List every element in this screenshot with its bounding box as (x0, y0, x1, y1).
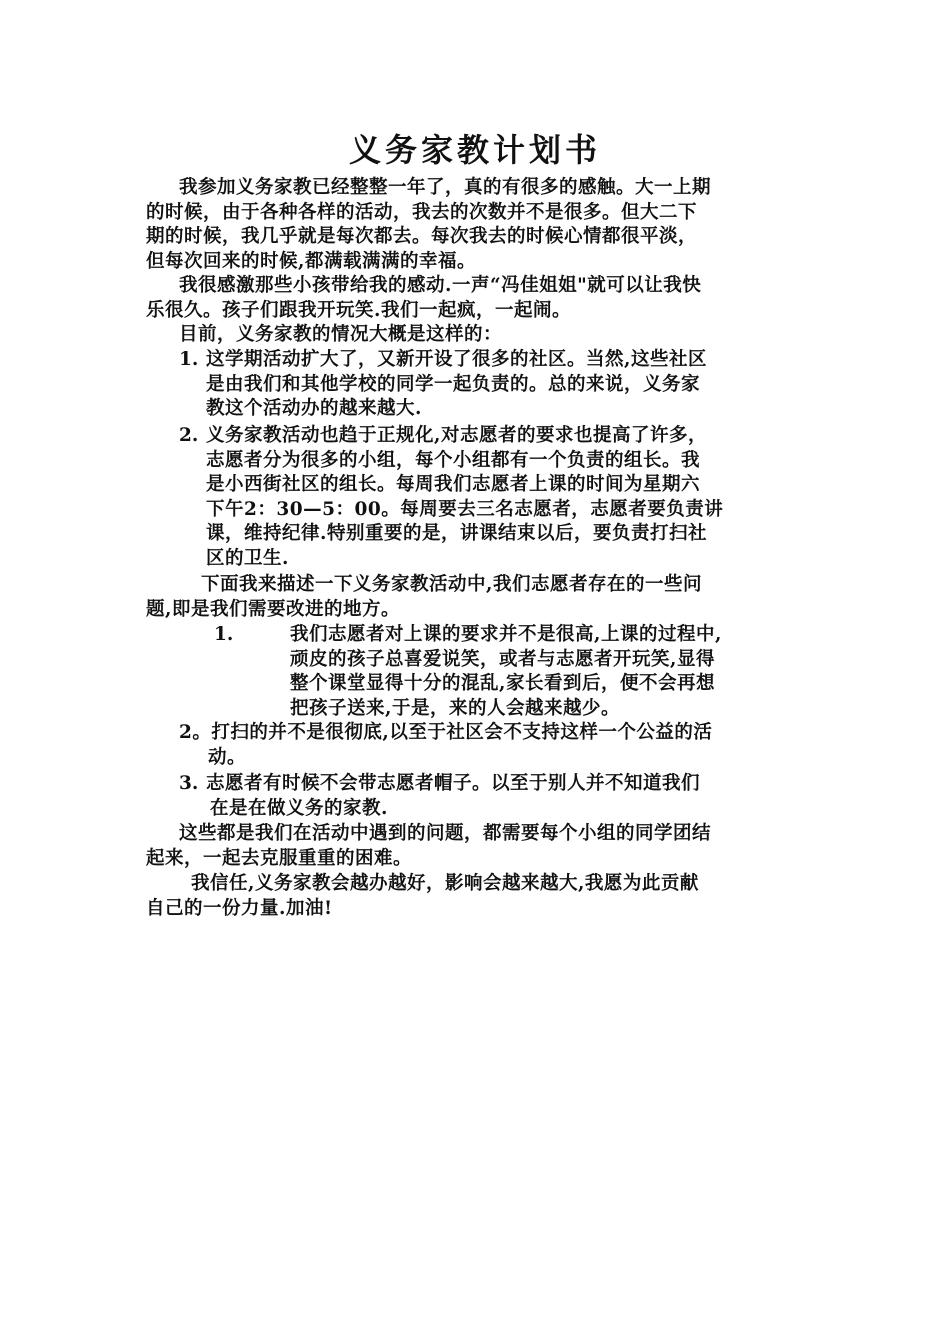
text-line: 自己的一份力量.加油! (146, 897, 333, 919)
paragraph-gratitude (146, 274, 701, 323)
list-item (206, 772, 700, 821)
document-title: 义务家教计划书 (348, 131, 601, 169)
paragraph-intro (146, 176, 711, 274)
text-line: 乐很久。孩子们跟我开玩笑.我们一起疯，一起闹。 (146, 299, 571, 321)
list-number: 3. (179, 773, 199, 794)
text-line: 目前，义务家教的情况大概是这样的： (179, 324, 503, 345)
text-line: 但每次回来的时候,都满载满满的幸福。 (146, 250, 476, 272)
text-line: 下面我来描述一下义务家教活动中,我们志愿者存在的一些问 (201, 574, 702, 595)
text-line: 把孩子送来,于是，来的人会越来越少。 (290, 697, 620, 719)
text-line: 整个课堂显得十分的混乱,家长看到后，便不会再想 (290, 673, 715, 694)
list-item (206, 424, 723, 571)
paragraph-summary (146, 822, 711, 871)
text-line: 在是在做义务的家教. (210, 797, 388, 819)
text-line: 志愿者有时候不会带志愿者帽子。以至于别人并不知道我们 (206, 773, 701, 794)
list-number: 2. (179, 425, 199, 446)
text-line: 我信任,义务家教会越办越好，影响会越来越大,我愿为此贡献 (191, 873, 699, 894)
text-line: 题,即是我们需要改进的地方。 (146, 598, 400, 620)
text-line: 我很感激那些小孩带给我的感动.一声“冯佳姐姐"就可以让我快 (179, 275, 702, 296)
text-line: 课，维持纪律.特别重要的是，讲课结束以后，要负责打扫社 (206, 523, 707, 544)
paragraph-current-status (179, 323, 502, 348)
text-line: 2。打扫的并不是很彻底,以至于社区会不支持这样一个公益的活 (179, 722, 713, 743)
list-item (206, 348, 707, 422)
list-number: 1. (214, 624, 234, 645)
text-line: 义务家教活动也趋于正规化,对志愿者的要求也提高了许多， (206, 425, 707, 446)
text-line: 区的卫生. (206, 547, 289, 569)
paragraph-conclusion (146, 872, 699, 921)
text-line: 下午2：30—5：00。每周要去三名志愿者，志愿者要负责讲 (206, 498, 724, 520)
list-item (179, 721, 712, 770)
text-line: 教这个活动办的越来越大. (206, 398, 422, 419)
text-line: 是由我们和其他学校的同学一起负责的。总的来说，义务家 (206, 373, 701, 395)
text-line: 的时候，由于各种各样的活动，我去的次数并不是很多。但大二下 (146, 201, 698, 223)
text-line: 是小西街社区的组长。每周我们志愿者上课的时间为星期六 (206, 474, 701, 495)
text-line: 这些都是我们在活动中遇到的问题，都需要每个小组的同学团结 (179, 823, 712, 844)
paragraph-problems-intro (146, 573, 702, 622)
text-line: 这学期活动扩大了，又新开设了很多的社区。当然,这些社区 (206, 349, 707, 370)
list-number: 1. (179, 349, 199, 370)
text-line: 动。 (208, 746, 247, 768)
text-line: 期的时候，我几乎就是每次都去。每次我去的时候心情都很平淡， (146, 226, 698, 247)
text-line: 我参加义务家教已经整整一年了，真的有很多的感触。大一上期 (179, 177, 712, 198)
text-line: 起来，一起去克服重重的困难。 (146, 847, 413, 869)
text-line: 志愿者分为很多的小组，每个小组都有一个负责的组长。我 (206, 449, 701, 471)
list-item (290, 623, 722, 721)
text-line: 我们志愿者对上课的要求并不是很高,上课的过程中, (290, 624, 722, 645)
text-line: 顽皮的孩子总喜爱说笑，或者与志愿者开玩笑,显得 (290, 648, 715, 670)
